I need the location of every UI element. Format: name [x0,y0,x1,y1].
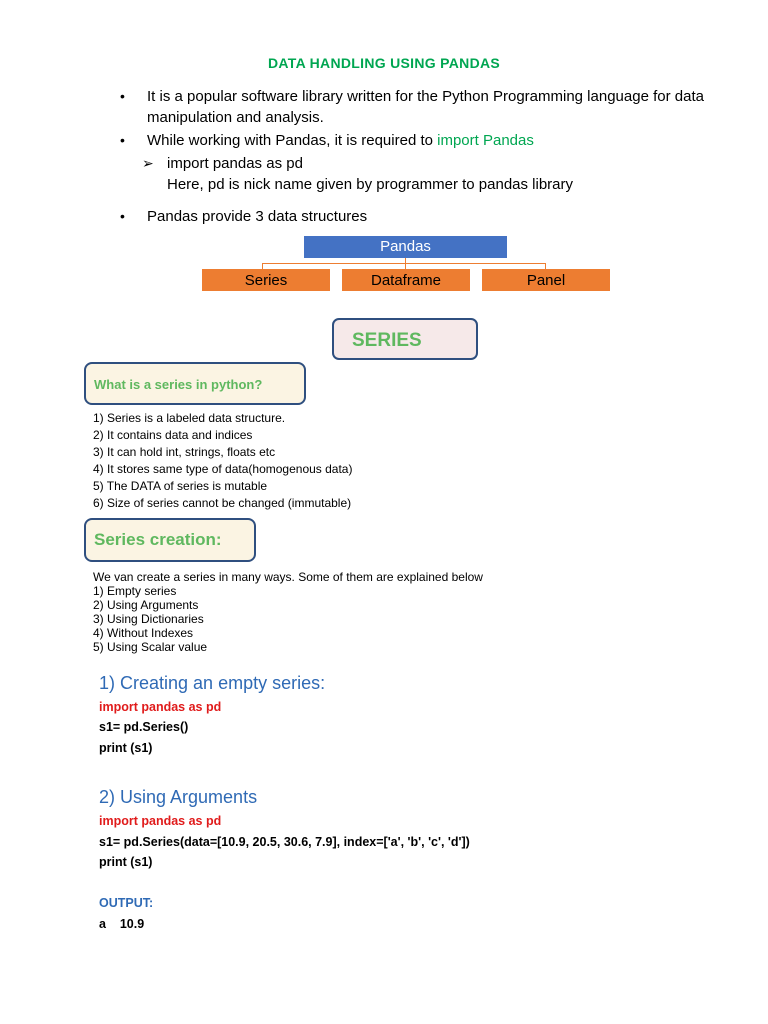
section-1-code-line-1: s1= pd.Series() [99,720,189,734]
section-2-code-line-1: s1= pd.Series(data=[10.9, 20.5, 30.6, 7.9], index=['a', 'b', 'c', 'd']) [99,835,470,849]
list-item: 2) It contains data and indices [93,428,253,442]
hierarchy-child-dataframe: Dataframe [342,269,470,291]
creation-ways-list [93,570,483,654]
sub-bullet-line-2: Here, pd is nick name given by programmer to pandas library [167,176,574,193]
list-item: 3) Using Dictionaries [93,612,204,626]
bullet-item-1 [120,86,740,128]
bullet-icon: • [120,132,125,148]
bullet-text: Pandas provide 3 data structures [147,208,368,225]
bullet-item-2 [120,130,740,151]
list-item: 5) Using Scalar value [93,640,208,654]
arrow-icon: ➢ [142,155,154,171]
bullet-highlight: import Pandas [437,132,534,149]
list-item: 5) The DATA of series is mutable [93,479,268,493]
creation-intro: We van create a series in many ways. Some of them are explained below [93,570,483,584]
bullet-icon: • [120,88,125,104]
hierarchy-child-series: Series [202,269,330,291]
hierarchy-root: Pandas [304,236,507,258]
output-line: a 10.9 [99,917,145,931]
bullet-text: While working with Pandas, it is required to [147,132,438,149]
series-facts-list [93,410,352,512]
section-2-code-line-2: print (s1) [99,855,153,869]
output-label: OUTPUT: [99,896,154,910]
list-item: 4) Without Indexes [93,626,194,640]
page-title: DATA HANDLING USING PANDAS [267,55,501,71]
connector-line [262,263,546,264]
callout-series-creation: Series creation: [84,518,256,562]
bullet-item-3 [120,206,740,227]
hierarchy-child-panel: Panel [482,269,610,291]
list-item: 1) Series is a labeled data structure. [93,411,286,425]
bullet-text: It is a popular software library written for the Python Programming language for data manipulation and analysis. [147,88,704,126]
intro-bullets [120,86,740,229]
sub-bullet [120,153,740,195]
list-item: 4) It stores same type of data(homogenous data) [93,462,353,476]
section-2-heading: 2) Using Arguments [99,787,258,807]
section-2-import: import pandas as pd [99,814,222,828]
sub-bullet-line-1: import pandas as pd [167,155,303,172]
section-1-code-line-2: print (s1) [99,741,153,755]
callout-what-is-series: What is a series in python? [84,362,306,405]
list-item: 2) Using Arguments [93,598,199,612]
list-item: 1) Empty series [93,584,177,598]
list-item: 3) It can hold int, strings, floats etc [93,445,276,459]
list-item: 6) Size of series cannot be changed (immutable) [93,496,352,510]
section-1-import: import pandas as pd [99,700,222,714]
bullet-icon: • [120,208,125,224]
section-1-heading: 1) Creating an empty series: [99,673,326,693]
series-section-title: SERIES [332,318,478,360]
